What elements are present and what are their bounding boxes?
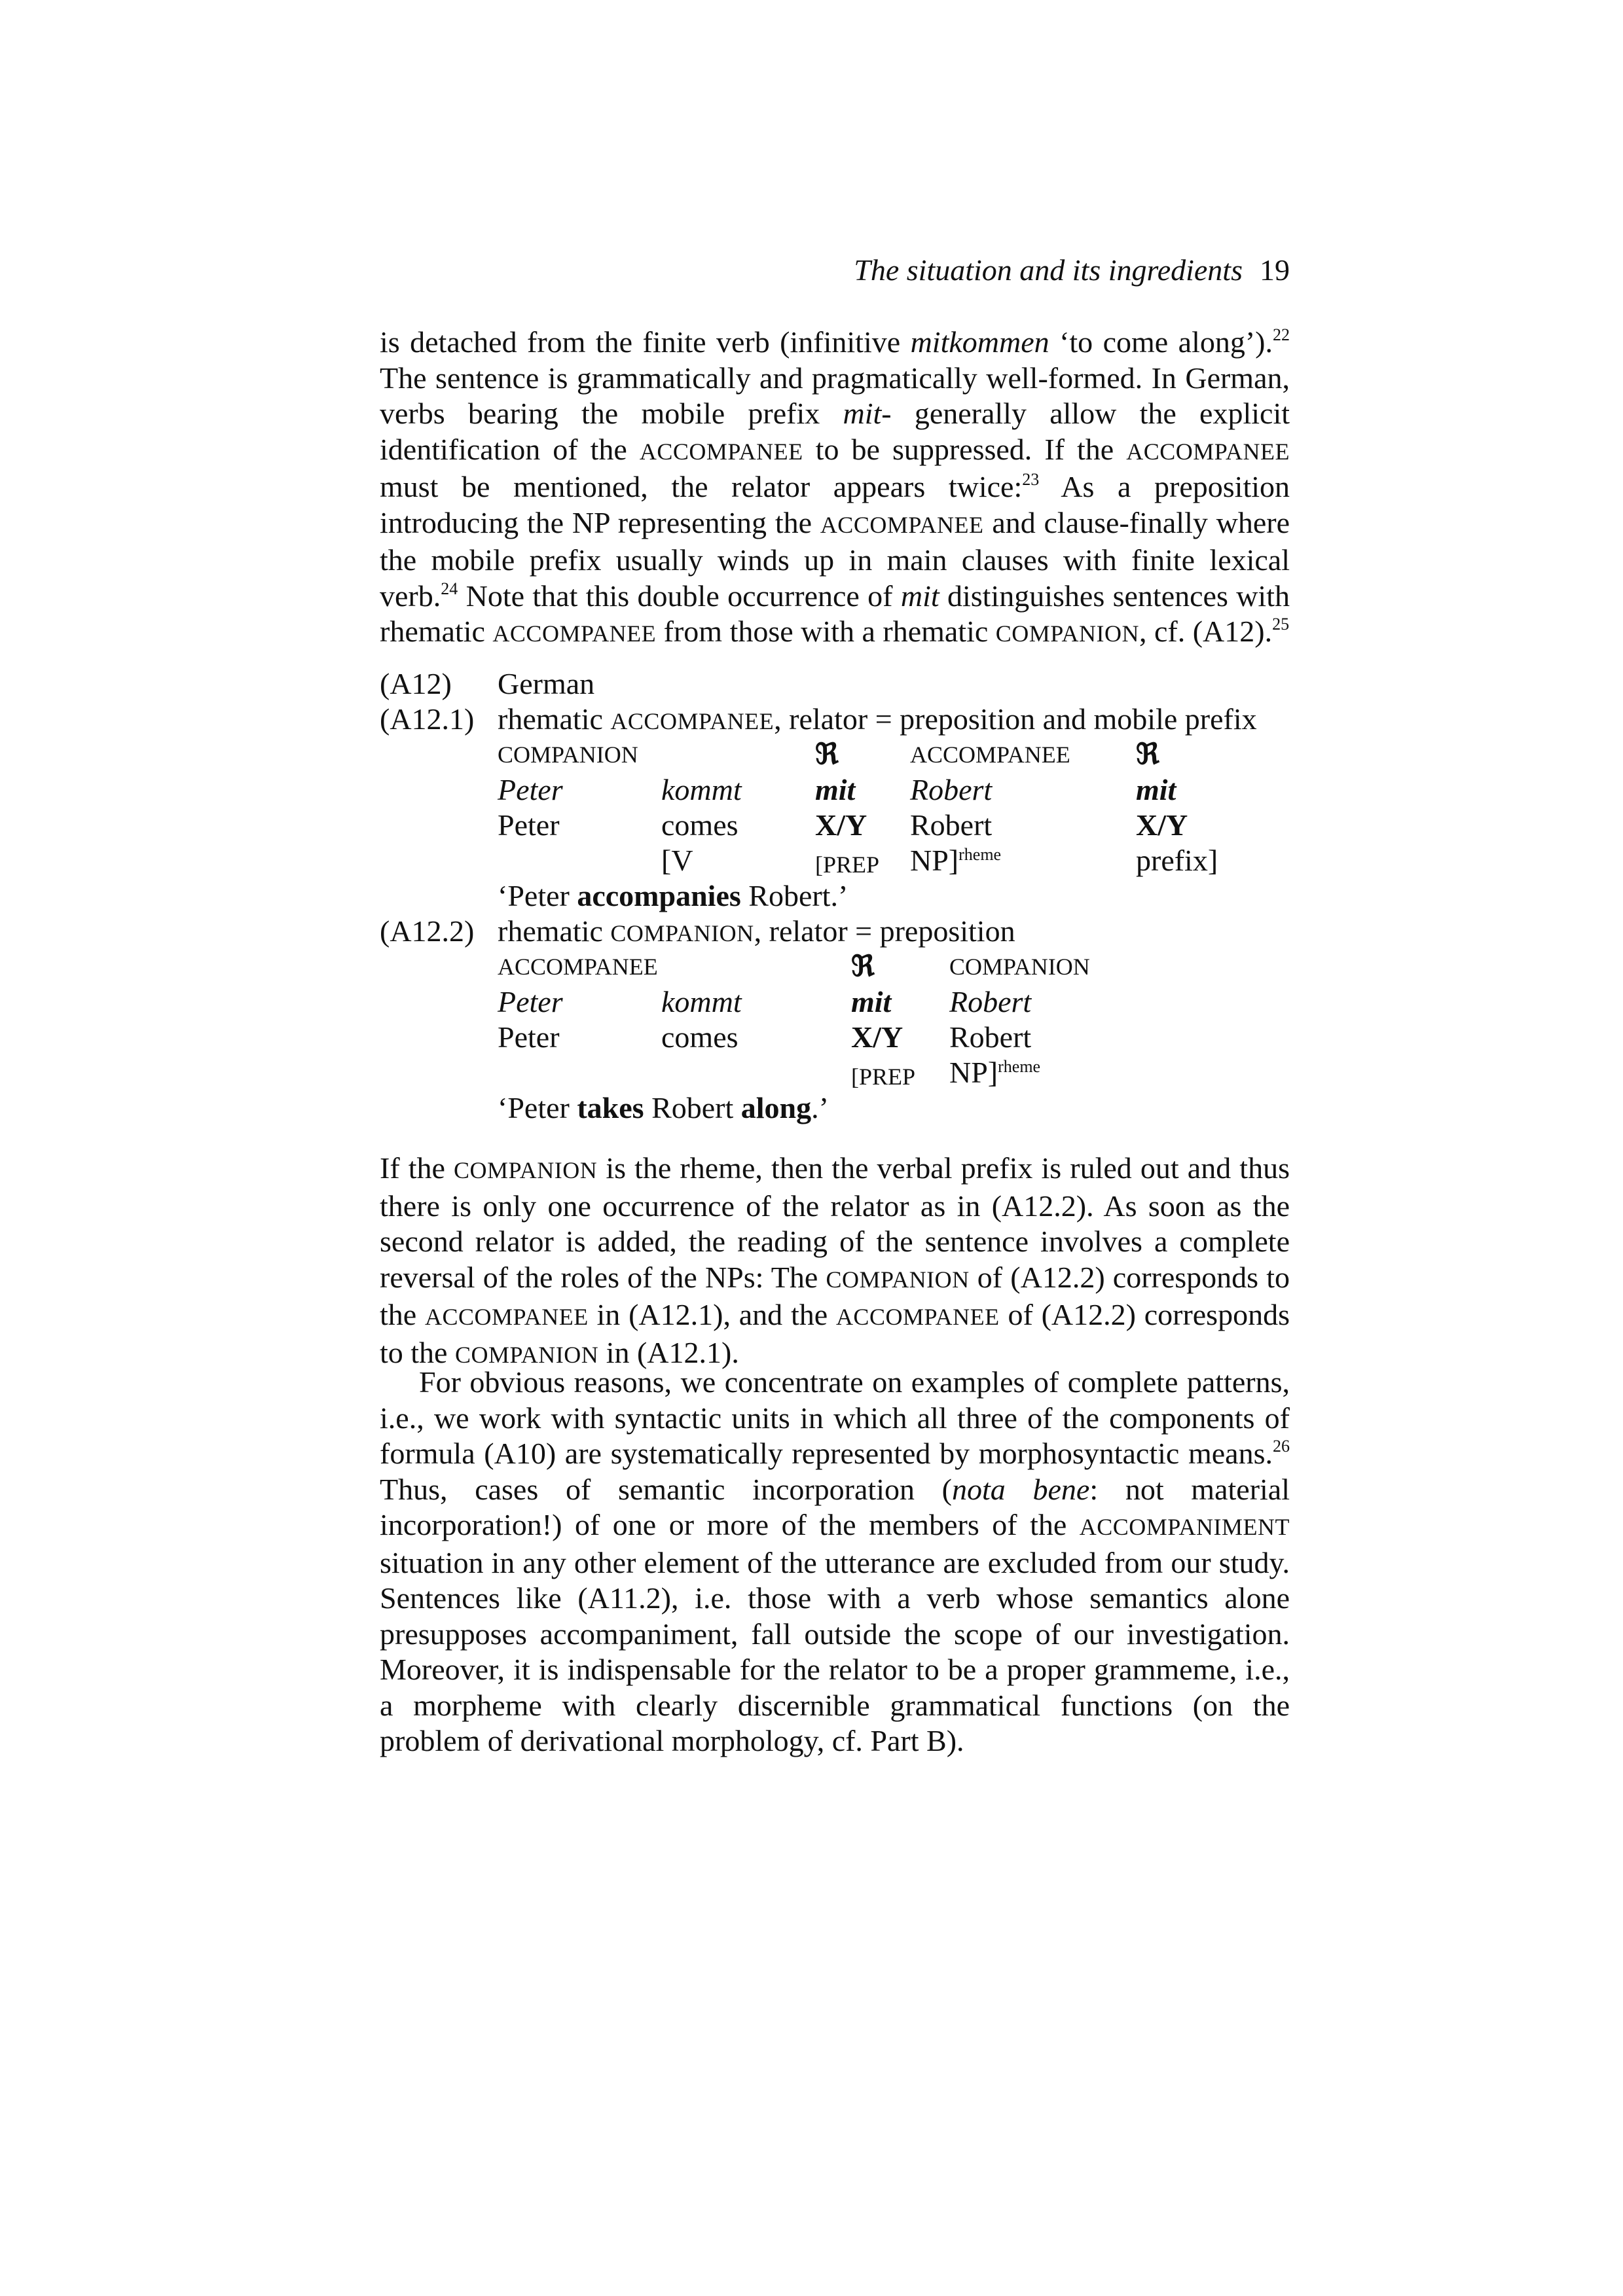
bracket-prep: [PREP [815,852,880,878]
paragraph-3 [380,1151,1290,1372]
bold-text: along [740,1091,812,1124]
word-robert: Robert [949,985,1032,1018]
bracket-v: [V [661,844,693,877]
relator-symbol: ℜ [1136,738,1159,770]
bracket-np [910,843,1001,878]
text: from those with a rhematic [656,615,996,648]
word-peter: Peter [498,985,563,1018]
text: distinguishes sentences with rhematic [380,579,1290,648]
gloss-accompanee: ACCOMPANEE [498,954,658,980]
gloss-accompanee: ACCOMPANEE [910,742,1070,768]
gloss-companion: COMPANION [949,954,1090,980]
translation-a12-2 [498,1090,829,1126]
bracket-prep: [PREP [851,1064,916,1090]
word-kommt: kommt [661,773,742,806]
footnote-ref-23[interactable]: 23 [1022,470,1040,489]
footnote-ref-25[interactable]: 25 [1272,615,1290,634]
text: of (A12.2) corresponds to the [380,1298,1290,1369]
relator-symbol: ℜ [851,950,875,982]
text: to be suppressed. If the [803,432,1127,466]
gloss-robert: Robert [910,808,993,842]
bracket-np [949,1055,1040,1090]
text: As a preposition introducing the NP representing the [380,470,1290,539]
text: is the rheme, then the verbal prefix is ruled out and thus there is only one occurrence of the relator as in (A12.2). As soon as the second relator is added, the reading of the sentence involves a complete reversal of the roles of the NPs: The [380,1151,1290,1294]
text: If the [380,1151,454,1185]
text: ‘to come along’). [1049,325,1273,359]
gloss-peter: Peter [498,808,560,842]
word-peter: Peter [498,773,563,806]
word-mit: mit [815,773,856,806]
text: For obvious reasons, we concentrate on examples of complete patterns, i.e., we work with syntactic units in which all three of the components of formula (A10) are systematically represented by morphosyntactic means. [380,1365,1290,1470]
small-caps-companion: COMPANION [454,1157,598,1183]
small-caps-accompanee: ACCOMPANEE [1126,438,1290,465]
small-caps-accompanee: ACCOMPANEE [639,438,803,465]
small-caps-accompanee: ACCOMPANEE [425,1304,589,1330]
bold-text: takes [577,1091,644,1124]
small-caps-accompaniment: ACCOMPANIMENT [1079,1514,1290,1540]
footnote-ref-24[interactable]: 24 [441,579,458,598]
text: , cf. (A12). [1139,615,1273,648]
footnote-ref-26[interactable]: 26 [1273,1437,1290,1456]
page-number: 19 [1260,253,1290,287]
text: , relator = preposition [754,914,1015,948]
text: situation in any other element of the utterance are excluded from our study. Sentences like (A11.2), i.e. those with a verb whose semantics alone presupposes accompaniment, fall outside the scope of our investigation. Moreover, it is indispensable for the relator to be a proper grammeme, i.e., a morpheme with clearly discernible grammatical functions (on the problem of derivational morphology, cf. Part B). [380,1545,1290,1757]
running-title: The situation and its ingredients [854,253,1243,287]
text: ‘Peter [498,1091,577,1124]
word-mit: mit [851,985,892,1018]
text: is detached from the finite verb (infinitive [380,325,911,359]
text: : not material incorporation!) of one or more of the members of the [380,1472,1290,1541]
text: generally allow the explicit identification of the [380,397,1290,466]
text: rhematic [498,914,611,948]
term-mit: mit [900,579,939,613]
small-caps-accompanee: ACCOMPANEE [610,708,775,734]
text: ‘Peter [498,879,577,912]
text: .’ [811,1091,829,1124]
bold-text: accompanies [577,879,741,912]
text: Note that this double occurrence of [458,579,901,613]
text: in (A12.1), and the [588,1298,836,1331]
word-mit: mit [1136,773,1176,806]
superscript-rheme: rheme [998,1057,1041,1076]
footnote-ref-22[interactable]: 22 [1273,325,1290,344]
text: , relator = preposition and mobile prefix [774,702,1257,736]
gloss-xy: X/Y [851,1020,903,1054]
gloss-xy: X/Y [815,808,867,842]
text: of (A12.2) corresponds to the [380,1260,1290,1331]
example-label-a12-2: (A12.2) [380,914,475,948]
example-a12-1-heading [498,702,1257,739]
text: Robert.’ [740,879,848,912]
small-caps-companion: COMPANION [610,920,754,946]
example-a12-2-heading [498,914,1015,951]
text: must be mentioned, the relator appears twice: [380,470,1023,503]
text: rhematic [498,702,611,736]
example-label-a12: (A12) [380,667,452,700]
gloss-peter: Peter [498,1020,560,1054]
gloss-companion: COMPANION [498,742,638,768]
translation-a12-1 [498,878,848,914]
word-kommt: kommt [661,985,742,1018]
text: Robert [644,1091,741,1124]
term-mit-prefix: mit- [843,397,892,430]
text: Thus, cases of semantic incorporation ( [380,1472,953,1506]
superscript-rheme: rheme [958,845,1002,864]
text: NP] [910,844,959,877]
paragraph-1 [380,325,1290,652]
paragraph-4 [380,1365,1290,1759]
small-caps-accompanee: ACCOMPANEE [492,620,657,647]
small-caps-companion: COMPANION [826,1266,970,1293]
gloss-comes: comes [661,1020,739,1054]
small-caps-companion: COMPANION [995,620,1139,647]
gloss-robert: Robert [949,1020,1032,1054]
gloss-comes: comes [661,808,739,842]
small-caps-accompanee: ACCOMPANEE [820,511,984,538]
small-caps-companion: COMPANION [454,1341,599,1368]
text: and clause-finally where the mobile prefix usually winds up in main clauses with finite lexical verb. [380,505,1290,613]
relator-symbol: ℜ [815,738,839,770]
word-robert: Robert [910,773,993,806]
text: The sentence is grammatically and pragmatically well-formed. In German, verbs bearing the mobile prefix [380,361,1290,430]
text: in (A12.1). [598,1335,739,1369]
running-header [380,252,1290,289]
example-label-a12-1: (A12.1) [380,702,475,736]
bracket-prefix: prefix] [1136,844,1218,877]
term-nota-bene: nota bene [952,1472,1090,1506]
term-mitkommen: mitkommen [910,325,1049,359]
example-language: German [498,667,595,700]
text: NP] [949,1056,998,1089]
gloss-xy: X/Y [1136,808,1188,842]
small-caps-accompanee: ACCOMPANEE [835,1304,1000,1330]
